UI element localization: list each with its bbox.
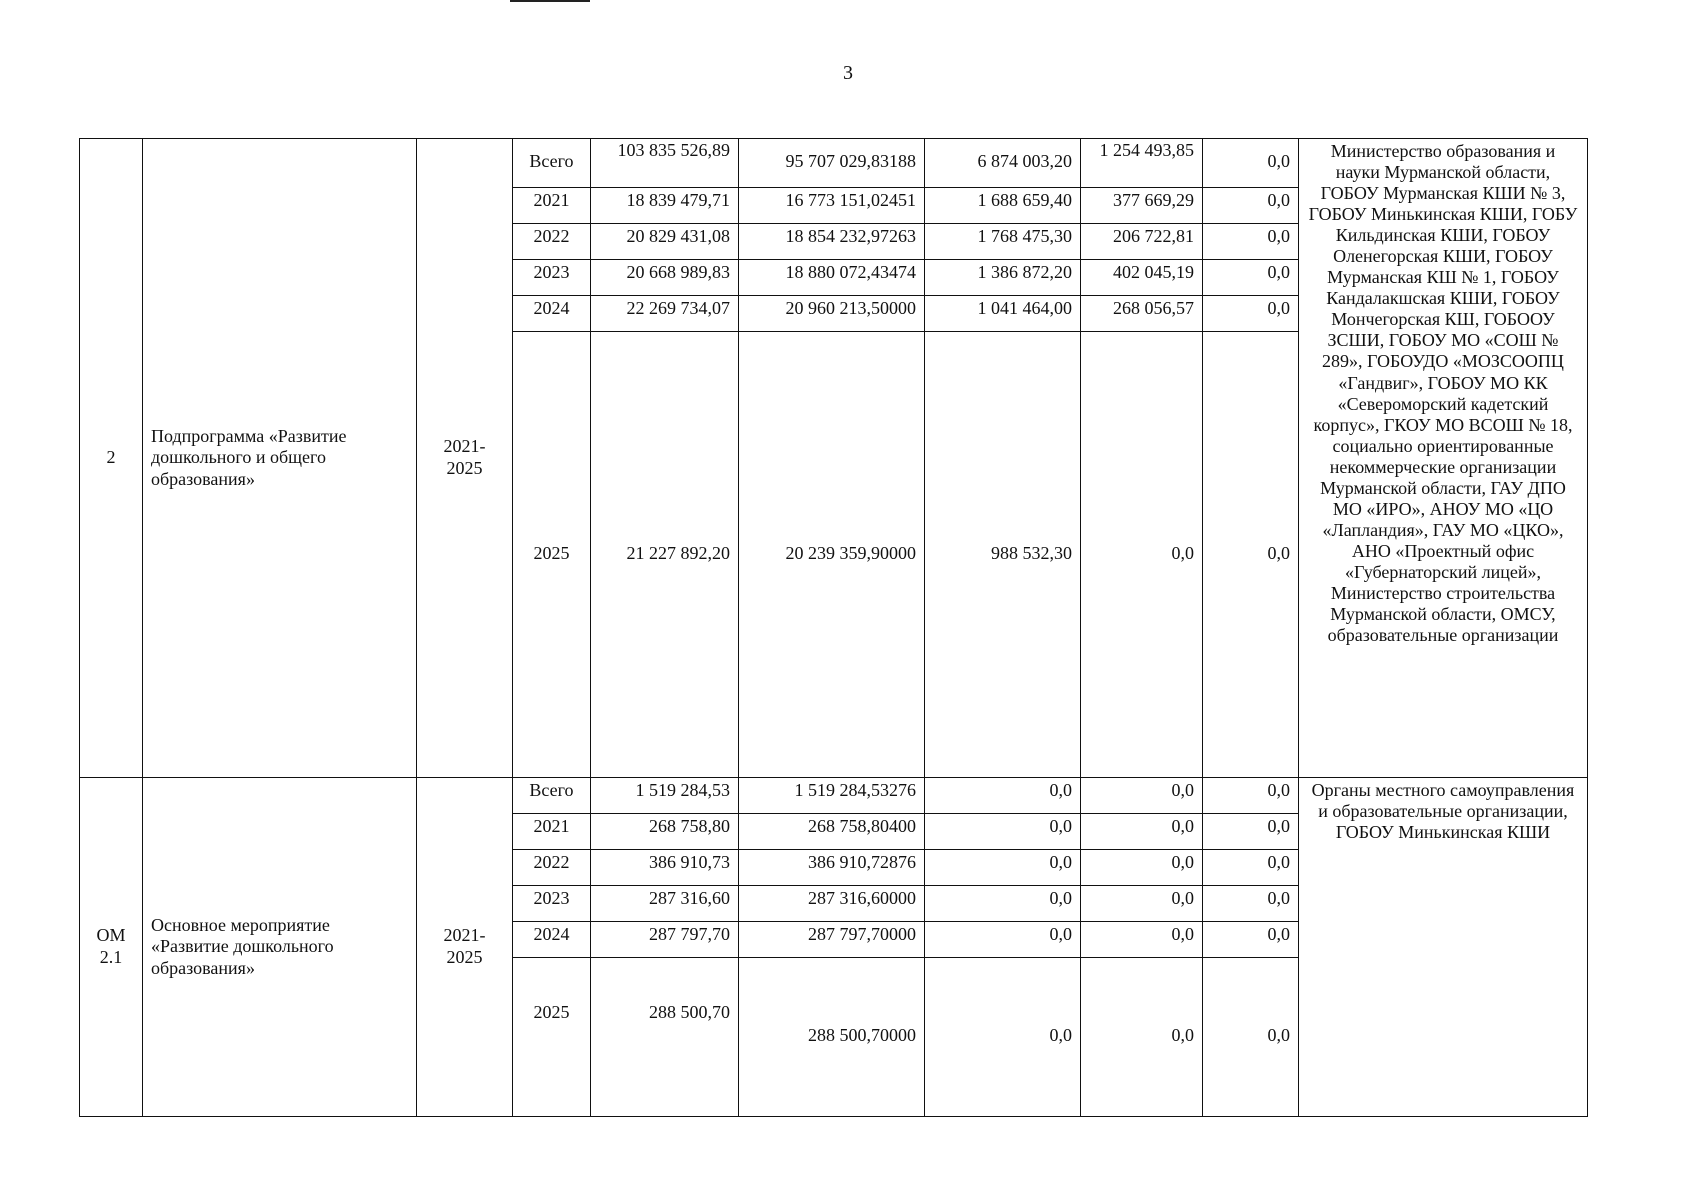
regional-budget-cell: 288 500,70000 [739, 958, 925, 1117]
other-sources-cell: 0,0 [1203, 778, 1299, 814]
year-cell: 2021 [513, 814, 591, 850]
year-cell: 2023 [513, 260, 591, 296]
total-cell: 20 829 431,08 [591, 224, 739, 260]
table-row [80, 139, 1588, 188]
total-cell: 287 316,60 [591, 886, 739, 922]
regional-budget-cell: 20 239 359,90000 [739, 332, 925, 778]
local-budget-cell: 0,0 [1081, 922, 1203, 958]
local-budget-cell: 0,0 [1081, 850, 1203, 886]
responsible-organizations: Министерство образования и науки Мурманской области, ГОБОУ Мурманская КШИ № 3, ГОБОУ Минькинская КШИ, ГОБУ Кильдинская КШИ, ГОБОУ Оленегорская КШИ, ГОБОУ Мурманская КШ № 1, ГОБОУ Кандалакшская КШИ, ГОБОУ Мончегорская КШ, ГОБООУ ЗСШИ, ГОБОУ МО «СОШ № 289», ГОБОУДО «МОЗСООПЦ «Гандвиг», ГОБОУ МО КК «Североморский кадетский корпус», ГКОУ МО ВСОШ № 18, социально ориентированные некоммерческие организации Мурманской области, ГАУ ДПО МО «ИРО», АНОУ МО «ЦО «Лапландия», ГАУ МО «ЦКО», АНО «Проектный офис «Губернаторский лицей», Министерство строительства Мурманской области, ОМСУ, образовательные организации [1299, 139, 1588, 778]
page-number: 3 [843, 62, 853, 84]
other-sources-cell: 0,0 [1203, 139, 1299, 188]
federal-budget-cell: 988 532,30 [925, 332, 1081, 778]
regional-budget-cell: 16 773 151,02451 [739, 188, 925, 224]
local-budget-cell: 206 722,81 [1081, 224, 1203, 260]
row-number: ОМ 2.1 [80, 778, 143, 1117]
total-cell: 20 668 989,83 [591, 260, 739, 296]
local-budget-cell: 268 056,57 [1081, 296, 1203, 332]
federal-budget-cell: 1 768 475,30 [925, 224, 1081, 260]
regional-budget-cell: 18 880 072,43474 [739, 260, 925, 296]
federal-budget-cell: 0,0 [925, 886, 1081, 922]
local-budget-cell: 0,0 [1081, 886, 1203, 922]
year-cell: 2022 [513, 850, 591, 886]
year-cell: 2022 [513, 224, 591, 260]
program-period: 2021- 2025 [417, 139, 513, 778]
local-budget-cell: 0,0 [1081, 958, 1203, 1117]
federal-budget-cell: 0,0 [925, 778, 1081, 814]
total-cell: 18 839 479,71 [591, 188, 739, 224]
federal-budget-cell: 0,0 [925, 922, 1081, 958]
federal-budget-cell: 6 874 003,20 [925, 139, 1081, 188]
year-cell: 2023 [513, 886, 591, 922]
local-budget-cell: 0,0 [1081, 332, 1203, 778]
row-number: 2 [80, 139, 143, 778]
year-cell: Всего [513, 139, 591, 188]
local-budget-cell: 402 045,19 [1081, 260, 1203, 296]
federal-budget-cell: 0,0 [925, 850, 1081, 886]
other-sources-cell: 0,0 [1203, 332, 1299, 778]
regional-budget-cell: 95 707 029,83188 [739, 139, 925, 188]
other-sources-cell: 0,0 [1203, 814, 1299, 850]
program-period: 2021- 2025 [417, 778, 513, 1117]
table-row [80, 778, 1588, 814]
other-sources-cell: 0,0 [1203, 260, 1299, 296]
other-sources-cell: 0,0 [1203, 850, 1299, 886]
total-cell: 103 835 526,89 [591, 139, 739, 188]
local-budget-cell: 377 669,29 [1081, 188, 1203, 224]
other-sources-cell: 0,0 [1203, 958, 1299, 1117]
local-budget-cell: 0,0 [1081, 778, 1203, 814]
regional-budget-cell: 268 758,80400 [739, 814, 925, 850]
total-cell: 21 227 892,20 [591, 332, 739, 778]
local-budget-cell: 0,0 [1081, 814, 1203, 850]
federal-budget-cell: 0,0 [925, 814, 1081, 850]
year-cell: 2025 [513, 332, 591, 778]
regional-budget-cell: 287 316,60000 [739, 886, 925, 922]
federal-budget-cell: 1 386 872,20 [925, 260, 1081, 296]
year-cell: Всего [513, 778, 591, 814]
year-cell: 2024 [513, 296, 591, 332]
year-cell: 2024 [513, 922, 591, 958]
total-cell: 287 797,70 [591, 922, 739, 958]
total-cell: 268 758,80 [591, 814, 739, 850]
total-cell: 22 269 734,07 [591, 296, 739, 332]
regional-budget-cell: 1 519 284,53276 [739, 778, 925, 814]
other-sources-cell: 0,0 [1203, 886, 1299, 922]
total-cell: 1 519 284,53 [591, 778, 739, 814]
year-cell: 2021 [513, 188, 591, 224]
other-sources-cell: 0,0 [1203, 224, 1299, 260]
regional-budget-cell: 18 854 232,97263 [739, 224, 925, 260]
other-sources-cell: 0,0 [1203, 296, 1299, 332]
other-sources-cell: 0,0 [1203, 188, 1299, 224]
responsible-organizations: Органы местного самоуправления и образовательные организации, ГОБОУ Минькинская КШИ [1299, 778, 1588, 1117]
program-name: Подпрограмма «Развитие дошкольного и общего образования» [143, 139, 417, 778]
federal-budget-cell: 1 688 659,40 [925, 188, 1081, 224]
total-cell: 386 910,73 [591, 850, 739, 886]
other-sources-cell: 0,0 [1203, 922, 1299, 958]
program-name: Основное мероприятие «Развитие дошкольного образования» [143, 778, 417, 1117]
local-budget-cell: 1 254 493,85 [1081, 139, 1203, 188]
top-edge-mark [510, 0, 590, 2]
regional-budget-cell: 20 960 213,50000 [739, 296, 925, 332]
financing-table [79, 138, 1588, 1117]
total-cell: 288 500,70 [591, 958, 739, 1117]
regional-budget-cell: 386 910,72876 [739, 850, 925, 886]
year-cell: 2025 [513, 958, 591, 1117]
federal-budget-cell: 1 041 464,00 [925, 296, 1081, 332]
federal-budget-cell: 0,0 [925, 958, 1081, 1117]
regional-budget-cell: 287 797,70000 [739, 922, 925, 958]
